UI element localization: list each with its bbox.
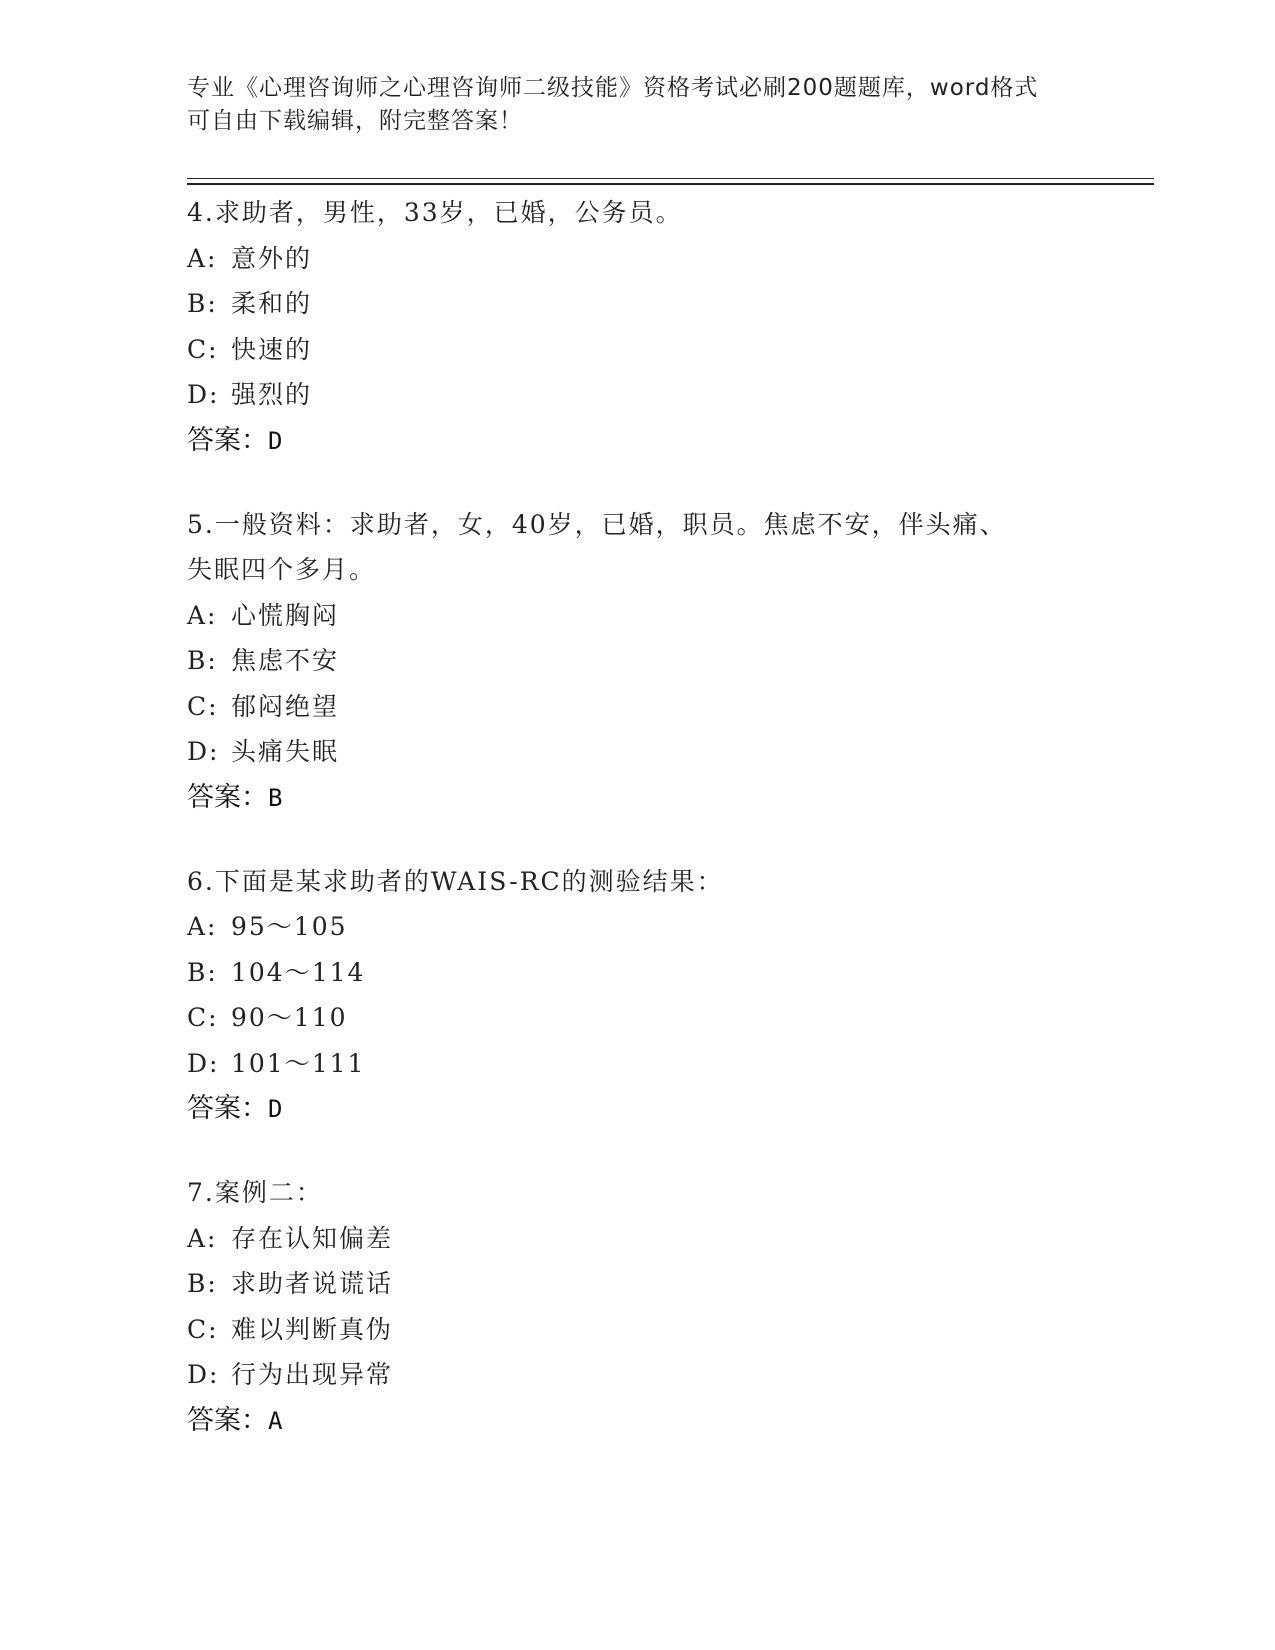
answer-value: B [268, 783, 283, 812]
option-b [187, 1261, 1107, 1307]
header-title-line-2: 可自由下载编辑，附完整答案！ [187, 108, 523, 134]
option-c [187, 327, 1107, 373]
option-label: C: [187, 334, 219, 364]
question-stem: 4.求助者，男性，33岁，已婚，公务员。 [187, 198, 683, 227]
header-title-line-1: 专业《心理咨询师之心理咨询师二级技能》资格考试必刷200题题库，word格式 [187, 75, 1039, 101]
option-text: 意外的 [231, 243, 313, 273]
question-stem: 7.案例二： [187, 1178, 323, 1207]
answer-label: 答案： [187, 781, 268, 813]
option-d [187, 729, 1107, 775]
option-d [187, 1041, 1107, 1087]
option-text: 存在认知偏差 [231, 1223, 394, 1253]
option-b [187, 950, 1107, 996]
option-text: 郁闷绝望 [231, 691, 340, 721]
header-divider-thick [187, 183, 1154, 185]
option-c [187, 1307, 1107, 1353]
answer-line [187, 1086, 1107, 1132]
option-label: C: [187, 1003, 219, 1032]
option-text: 求助者说谎话 [231, 1269, 394, 1298]
option-a [187, 904, 1107, 950]
option-c [187, 684, 1107, 730]
option-text: 101～111 [231, 1048, 366, 1078]
question-stem: 6.下面是某求助者的WAIS-RC的测验结果： [187, 866, 724, 896]
option-label: D: [187, 380, 220, 409]
question-stem-line-1: 5.一般资料：求助者，女，40岁，已婚，职员。焦虑不安，伴头痛、 [187, 509, 1007, 539]
option-label: A: [187, 912, 218, 941]
question-list [187, 190, 1107, 1482]
option-label: C: [187, 691, 219, 721]
option-text: 快速的 [231, 334, 313, 364]
option-text: 柔和的 [231, 289, 313, 318]
question-7 [187, 1170, 1107, 1444]
answer-value: D [268, 1095, 283, 1123]
option-label: B: [187, 646, 218, 675]
option-label: C: [187, 1314, 219, 1344]
option-a [187, 593, 1107, 639]
question-6 [187, 859, 1107, 1133]
option-text: 头痛失眠 [231, 737, 340, 766]
document-header [187, 72, 1087, 138]
option-label: A: [187, 243, 218, 273]
question-5 [187, 502, 1107, 821]
option-label: D: [187, 1360, 220, 1389]
option-text: 焦虑不安 [231, 646, 340, 675]
option-c [187, 995, 1107, 1041]
option-label: A: [187, 1223, 218, 1253]
question-4 [187, 190, 1107, 464]
option-a [187, 236, 1107, 282]
option-label: B: [187, 1269, 218, 1298]
option-label: B: [187, 289, 218, 318]
question-stem-line-2: 失眠四个多月。 [187, 555, 377, 584]
option-b [187, 638, 1107, 684]
option-a [187, 1216, 1107, 1262]
option-text: 心慌胸闷 [231, 600, 340, 630]
option-text: 90～110 [231, 1003, 348, 1032]
answer-label: 答案： [187, 424, 268, 456]
option-label: B: [187, 957, 218, 987]
option-d [187, 372, 1107, 418]
option-label: D: [187, 1048, 220, 1078]
answer-label: 答案： [187, 1093, 268, 1124]
option-text: 难以判断真伪 [231, 1314, 394, 1344]
option-label: A: [187, 600, 218, 630]
answer-line [187, 418, 1107, 464]
option-text: 行为出现异常 [231, 1360, 394, 1389]
option-text: 104～114 [231, 957, 366, 987]
option-b [187, 281, 1107, 327]
option-text: 强烈的 [231, 380, 313, 409]
option-d [187, 1352, 1107, 1398]
option-text: 95～105 [231, 912, 348, 941]
answer-line [187, 775, 1107, 821]
answer-label: 答案： [187, 1404, 268, 1436]
answer-line [187, 1398, 1107, 1444]
answer-value: A [268, 1406, 283, 1435]
header-divider-thin [187, 178, 1154, 179]
answer-value: D [268, 426, 283, 455]
option-label: D: [187, 737, 220, 766]
